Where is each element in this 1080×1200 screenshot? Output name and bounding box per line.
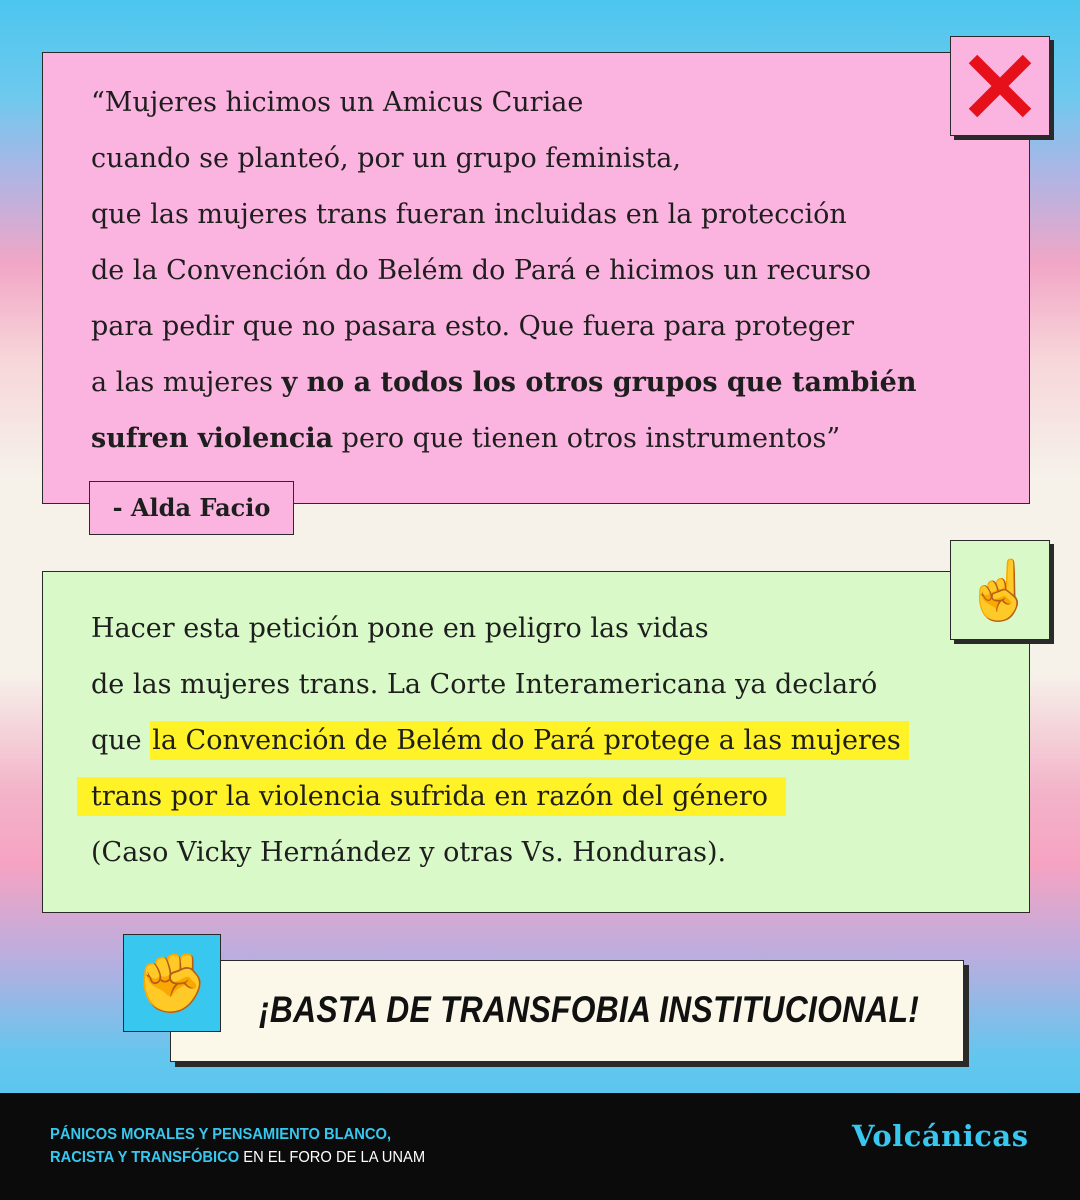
series-title xyxy=(50,1123,425,1169)
quote-line: “Mujeres hicimos un Amicus Curiae xyxy=(91,87,584,118)
series-title-line xyxy=(50,1146,425,1169)
quote-line: de la Convención do Belém do Pará e hicimos un recurso xyxy=(91,255,871,286)
raised-fist-icon: ✊ xyxy=(123,934,221,1032)
quote-line: que las mujeres trans fueran incluidas en la protección xyxy=(91,199,847,230)
quote-line: cuando se planteó, por un grupo feminista, xyxy=(91,143,681,174)
rebuttal-card xyxy=(42,571,1030,913)
rebuttal-line xyxy=(91,769,909,825)
rebuttal-line-plain: que xyxy=(91,725,151,756)
pointing-up-icon: ☝ xyxy=(950,540,1050,640)
quote-text xyxy=(91,75,917,467)
volcanicas-logo: Volcánicas xyxy=(852,1119,1029,1153)
series-title-accent: RACISTA Y TRANSFÓBICO xyxy=(50,1149,240,1166)
footer xyxy=(0,1093,1080,1200)
quote-line-bold: sufren violencia xyxy=(91,423,334,454)
highlighted-text: la Convención de Belém do Pará protege a las mujeres xyxy=(150,721,909,760)
rebuttal-line xyxy=(91,713,909,769)
series-title-line: PÁNICOS MORALES Y PENSAMIENTO BLANCO, xyxy=(50,1126,392,1143)
rebuttal-line: Hacer esta petición pone en peligro las vidas xyxy=(91,613,709,644)
quote-line-plain: a las mujeres xyxy=(91,367,282,398)
slogan-text: ¡BASTA DE TRANSFOBIA INSTITUCIONAL! xyxy=(259,989,920,1030)
series-title-plain: EN EL FORO DE LA UNAM xyxy=(239,1149,426,1166)
highlighted-text: trans por la violencia sufrida en razón del género xyxy=(77,777,786,816)
slogan-banner xyxy=(170,960,964,1062)
quote-line xyxy=(91,411,917,467)
quote-line xyxy=(91,355,917,411)
quote-line-bold: y no a todos los otros grupos que también xyxy=(281,367,917,398)
rebuttal-line: de las mujeres trans. La Corte Interamericana ya declaró xyxy=(91,669,878,700)
red-x-icon xyxy=(950,36,1050,136)
quote-card xyxy=(42,52,1030,504)
quote-line-plain: pero que tienen otros instrumentos” xyxy=(333,423,841,454)
quote-author: - Alda Facio xyxy=(89,481,294,535)
rebuttal-text xyxy=(91,601,909,881)
quote-line: para pedir que no pasara esto. Que fuera para proteger xyxy=(91,311,855,342)
rebuttal-line: (Caso Vicky Hernández y otras Vs. Honduras). xyxy=(91,837,727,868)
